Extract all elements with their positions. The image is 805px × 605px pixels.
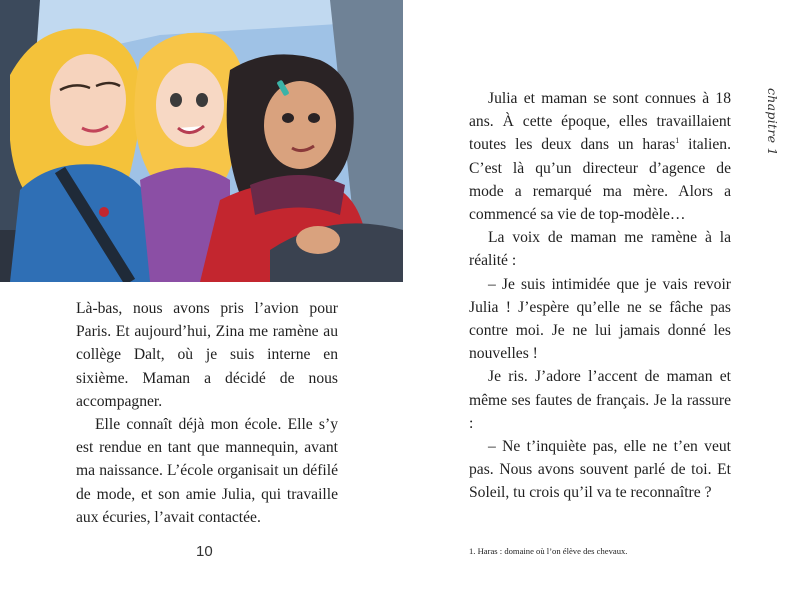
car-illustration <box>0 0 403 282</box>
paragraph-text: italien. C’est là qu’un directeur d’agence de mode a remarqué ma mère. Alors a commencé sa vie de top-modèle… <box>469 136 731 224</box>
right-page-text <box>469 87 731 505</box>
paragraph: – Je suis intimidée que je vais revoir Julia ! J’espère qu’elle ne se fâche pas contre moi. Je ne lui jamais donné les nouvelles ! <box>469 275 731 363</box>
left-page-text <box>76 297 338 529</box>
paragraph: La voix de maman me ramène à la réalité : <box>469 229 731 270</box>
paragraph: – Ne t’inquiète pas, elle ne t’en veut pas. Nous avons souvent parlé de toi. Et Soleil, tu crois qu’il va te reconnaître ? <box>469 438 731 502</box>
right-page <box>403 0 805 605</box>
paragraph: Elle connaît déjà mon école. Elle s’y est rendue en tant que mannequin, avant ma naissance. L’école organisait un défilé de mode, et son amie Julia, qui travaille aux écuries, l’avait contactée. <box>76 416 338 526</box>
pendant <box>99 207 109 217</box>
chapter-label: chapitre 1 <box>765 88 780 156</box>
paragraph-text: Julia et maman se sont connues à 18 ans. À cette époque, elles travaillaient toutes les deux dans un haras <box>469 90 731 154</box>
page-number: 10 <box>196 543 213 560</box>
paragraph: Je ris. J’adore l’accent de maman et même ses fautes de français. Je la rassure : <box>469 368 731 432</box>
footnote: 1. Haras : domaine où l’on élève des chevaux. <box>469 546 628 556</box>
footnote-marker: 1 <box>675 136 680 146</box>
illustration-drawing <box>0 0 403 282</box>
hand <box>296 226 340 254</box>
face-middle <box>156 63 224 147</box>
face-right <box>264 81 336 169</box>
paragraph: Là-bas, nous avons pris l’avion pour Paris. Et aujourd’hui, Zina me ramène au collège Dalt, où je suis interne en sixième. Maman a décidé de nous accompagner. <box>76 300 338 410</box>
paragraph <box>469 87 731 226</box>
face-left <box>50 54 126 146</box>
